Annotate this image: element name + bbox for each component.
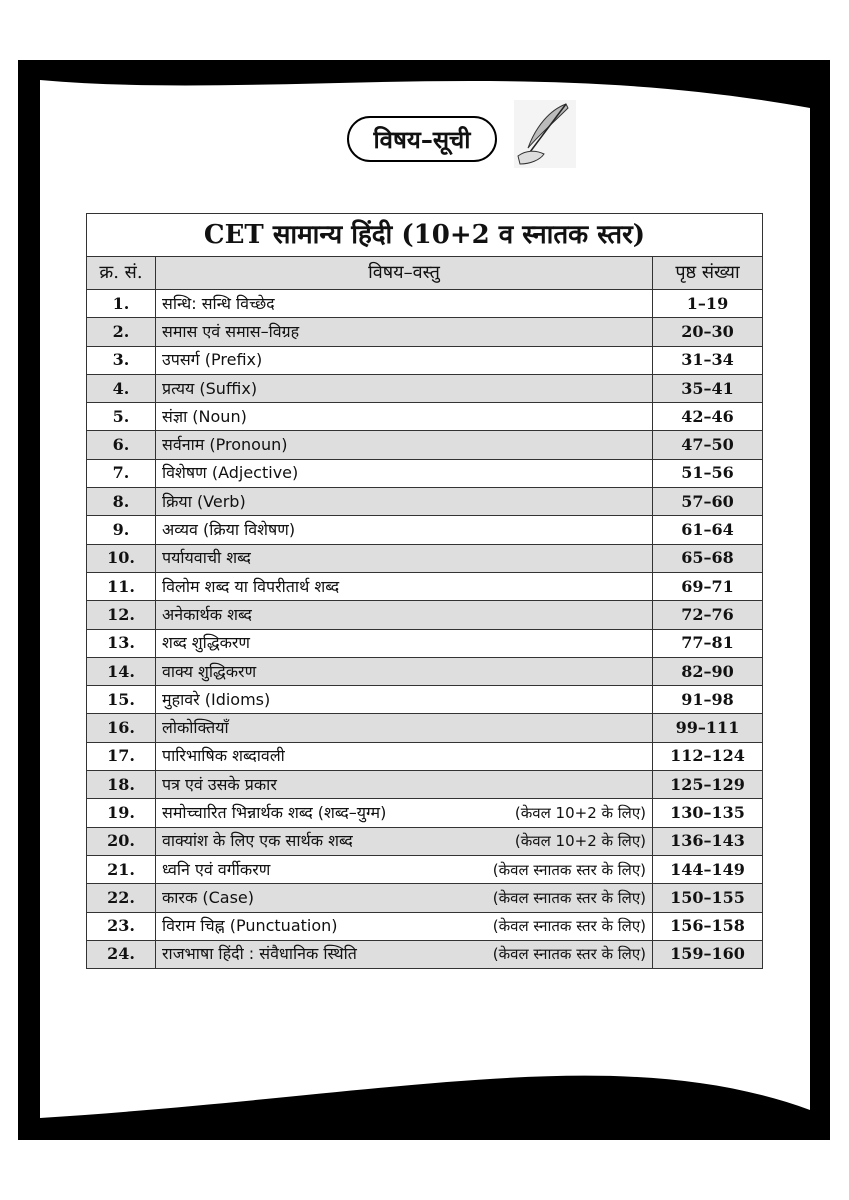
table-row bbox=[87, 771, 763, 799]
row-number: 7. bbox=[87, 459, 156, 487]
row-number: 6. bbox=[87, 431, 156, 459]
row-subject-cell bbox=[156, 572, 653, 600]
row-note: (केवल स्नातक स्तर के लिए) bbox=[492, 917, 646, 936]
row-note: (केवल स्नातक स्तर के लिए) bbox=[492, 888, 646, 907]
row-note: (केवल 10+2 के लिए) bbox=[514, 832, 646, 851]
row-note: (केवल 10+2 के लिए) bbox=[514, 803, 646, 822]
table-row bbox=[87, 459, 763, 487]
row-subject-cell bbox=[156, 657, 653, 685]
row-number: 16. bbox=[87, 714, 156, 742]
row-subject-cell bbox=[156, 318, 653, 346]
row-number: 3. bbox=[87, 346, 156, 374]
row-subject-cell bbox=[156, 742, 653, 770]
quill-pen-icon bbox=[510, 98, 580, 170]
row-subject: लोकोक्तियाँ bbox=[162, 718, 229, 738]
row-subject-cell bbox=[156, 940, 653, 968]
table-row bbox=[87, 686, 763, 714]
row-number: 21. bbox=[87, 855, 156, 883]
row-pages: 156–158 bbox=[653, 912, 763, 940]
row-number: 14. bbox=[87, 657, 156, 685]
table-caption: CET सामान्य हिंदी (10+2 व स्नातक स्तर) bbox=[87, 214, 763, 257]
table-row bbox=[87, 742, 763, 770]
row-number: 8. bbox=[87, 488, 156, 516]
row-pages: 31–34 bbox=[653, 346, 763, 374]
row-number: 22. bbox=[87, 884, 156, 912]
table-row bbox=[87, 884, 763, 912]
row-subject-cell bbox=[156, 771, 653, 799]
table-row bbox=[87, 516, 763, 544]
table-row bbox=[87, 601, 763, 629]
row-subject-cell bbox=[156, 629, 653, 657]
row-subject-cell bbox=[156, 799, 653, 827]
page-title: विषय–सूची bbox=[373, 125, 471, 154]
row-pages: 35–41 bbox=[653, 374, 763, 402]
row-subject: विराम चिह्न (Punctuation) bbox=[162, 916, 338, 936]
row-subject-cell bbox=[156, 827, 653, 855]
table-row bbox=[87, 940, 763, 968]
row-number: 12. bbox=[87, 601, 156, 629]
row-pages: 1–19 bbox=[653, 290, 763, 318]
row-subject: पत्र एवं उसके प्रकार bbox=[162, 774, 277, 794]
serial-header: क्र. सं. bbox=[87, 257, 156, 290]
row-pages: 61–64 bbox=[653, 516, 763, 544]
table-row bbox=[87, 827, 763, 855]
row-pages: 42–46 bbox=[653, 403, 763, 431]
table-row bbox=[87, 318, 763, 346]
row-subject-cell bbox=[156, 290, 653, 318]
row-subject: संज्ञा (Noun) bbox=[162, 406, 247, 426]
table-row bbox=[87, 714, 763, 742]
row-subject: विलोम शब्द या विपरीतार्थ शब्द bbox=[162, 576, 340, 596]
row-pages: 69–71 bbox=[653, 572, 763, 600]
row-number: 18. bbox=[87, 771, 156, 799]
table-row bbox=[87, 403, 763, 431]
row-pages: 159–160 bbox=[653, 940, 763, 968]
row-subject-cell bbox=[156, 912, 653, 940]
row-subject: अव्यव (क्रिया विशेषण) bbox=[162, 520, 296, 540]
table-row bbox=[87, 657, 763, 685]
row-subject: वाक्य शुद्धिकरण bbox=[162, 661, 257, 681]
row-subject: अनेकार्थक शब्द bbox=[162, 604, 252, 624]
row-pages: 125–129 bbox=[653, 771, 763, 799]
row-subject: सर्वनाम (Pronoun) bbox=[162, 435, 288, 455]
row-subject-cell bbox=[156, 516, 653, 544]
row-subject-cell bbox=[156, 346, 653, 374]
row-pages: 82–90 bbox=[653, 657, 763, 685]
pages-header: पृष्ठ संख्या bbox=[653, 257, 763, 290]
row-pages: 144–149 bbox=[653, 855, 763, 883]
row-subject: समोच्चारित भिन्नार्थक शब्द (शब्द–युग्म) bbox=[162, 802, 387, 822]
row-subject: राजभाषा हिंदी : संवैधानिक स्थिति bbox=[162, 944, 357, 964]
row-subject: सन्धि: सन्धि विच्छेद bbox=[162, 293, 275, 313]
row-subject: प्रत्यय (Suffix) bbox=[162, 378, 258, 398]
row-subject: उपसर्ग (Prefix) bbox=[162, 350, 263, 370]
table-row bbox=[87, 912, 763, 940]
row-pages: 47–50 bbox=[653, 431, 763, 459]
table-caption-row bbox=[87, 214, 763, 257]
row-number: 17. bbox=[87, 742, 156, 770]
row-pages: 65–68 bbox=[653, 544, 763, 572]
row-number: 20. bbox=[87, 827, 156, 855]
table-row bbox=[87, 488, 763, 516]
row-subject-cell bbox=[156, 686, 653, 714]
row-pages: 57–60 bbox=[653, 488, 763, 516]
row-number: 15. bbox=[87, 686, 156, 714]
row-subject-cell bbox=[156, 714, 653, 742]
row-subject: पारिभाषिक शब्दावली bbox=[162, 746, 285, 766]
row-note: (केवल स्नातक स्तर के लिए) bbox=[492, 945, 646, 964]
row-subject: विशेषण (Adjective) bbox=[162, 463, 299, 483]
row-pages: 77–81 bbox=[653, 629, 763, 657]
table-row bbox=[87, 544, 763, 572]
page-title-badge bbox=[347, 116, 497, 162]
subject-header: विषय–वस्तु bbox=[156, 257, 653, 290]
row-pages: 150–155 bbox=[653, 884, 763, 912]
row-number: 5. bbox=[87, 403, 156, 431]
row-number: 9. bbox=[87, 516, 156, 544]
table-row bbox=[87, 855, 763, 883]
row-subject: शब्द शुद्धिकरण bbox=[162, 633, 250, 653]
row-pages: 91–98 bbox=[653, 686, 763, 714]
row-pages: 51–56 bbox=[653, 459, 763, 487]
row-number: 13. bbox=[87, 629, 156, 657]
row-pages: 99–111 bbox=[653, 714, 763, 742]
table-header-row bbox=[87, 257, 763, 290]
row-subject-cell bbox=[156, 431, 653, 459]
table-row bbox=[87, 629, 763, 657]
row-number: 2. bbox=[87, 318, 156, 346]
row-subject: क्रिया (Verb) bbox=[162, 491, 246, 511]
row-number: 4. bbox=[87, 374, 156, 402]
row-subject: मुहावरे (Idioms) bbox=[162, 689, 271, 709]
row-subject-cell bbox=[156, 544, 653, 572]
row-subject-cell bbox=[156, 855, 653, 883]
table-row bbox=[87, 346, 763, 374]
row-note: (केवल स्नातक स्तर के लिए) bbox=[492, 860, 646, 879]
table-row bbox=[87, 799, 763, 827]
table-row bbox=[87, 374, 763, 402]
row-subject: कारक (Case) bbox=[162, 887, 254, 907]
row-subject-cell bbox=[156, 459, 653, 487]
row-pages: 20–30 bbox=[653, 318, 763, 346]
row-number: 10. bbox=[87, 544, 156, 572]
contents-table bbox=[86, 213, 763, 969]
table-row bbox=[87, 431, 763, 459]
row-subject: समास एवं समास–विग्रह bbox=[162, 321, 300, 341]
row-subject-cell bbox=[156, 601, 653, 629]
row-pages: 72–76 bbox=[653, 601, 763, 629]
row-subject-cell bbox=[156, 884, 653, 912]
row-pages: 136–143 bbox=[653, 827, 763, 855]
row-subject-cell bbox=[156, 488, 653, 516]
table-row bbox=[87, 572, 763, 600]
table-row bbox=[87, 290, 763, 318]
row-subject-cell bbox=[156, 374, 653, 402]
row-number: 23. bbox=[87, 912, 156, 940]
row-pages: 130–135 bbox=[653, 799, 763, 827]
row-subject-cell bbox=[156, 403, 653, 431]
row-number: 11. bbox=[87, 572, 156, 600]
row-subject: ध्वनि एवं वर्गीकरण bbox=[162, 859, 271, 879]
row-number: 1. bbox=[87, 290, 156, 318]
row-number: 24. bbox=[87, 940, 156, 968]
row-subject: वाक्यांश के लिए एक सार्थक शब्द bbox=[162, 831, 353, 851]
row-pages: 112–124 bbox=[653, 742, 763, 770]
row-subject: पर्यायवाची शब्द bbox=[162, 548, 251, 568]
row-number: 19. bbox=[87, 799, 156, 827]
